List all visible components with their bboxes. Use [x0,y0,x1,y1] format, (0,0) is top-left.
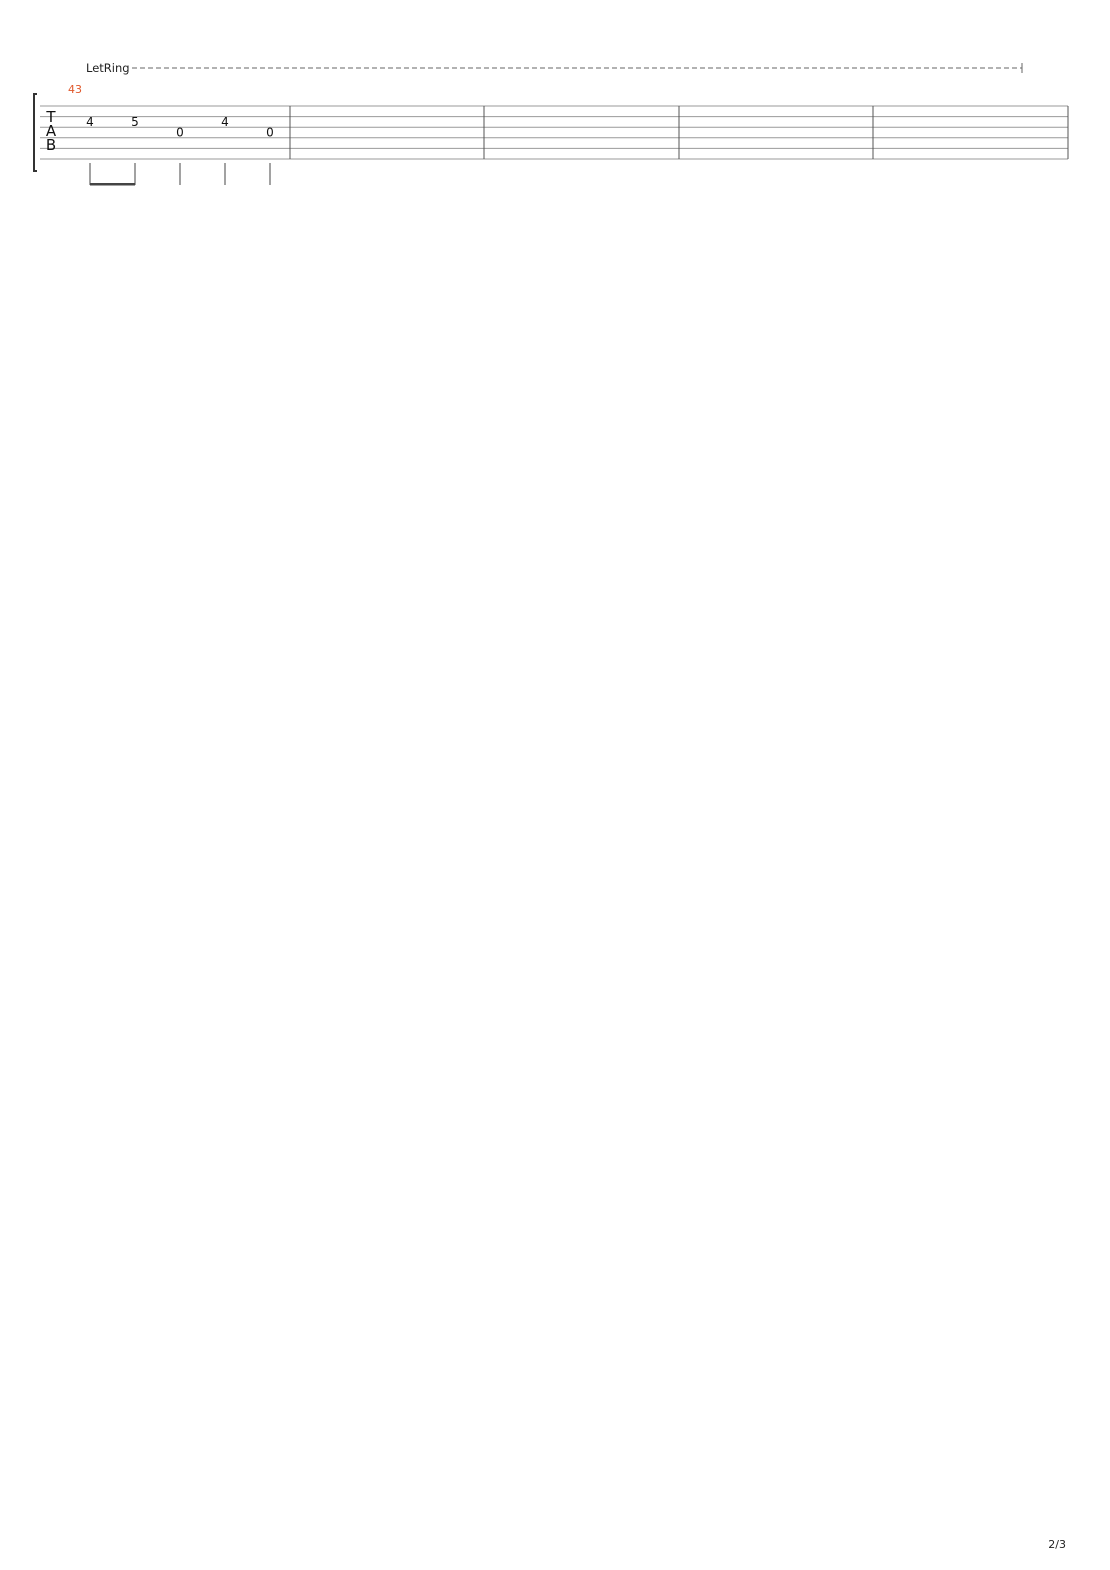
fret-number: 5 [131,114,139,129]
tab-clef-letter: A [45,122,57,140]
note-beam [90,183,135,186]
system-bracket [34,94,37,171]
fret-number: 0 [176,125,184,140]
fret-number: 4 [86,114,94,129]
fret-number: 0 [266,125,274,140]
tab-clef-letter: T [46,108,56,126]
tab-clef-letter: B [45,136,57,154]
let-ring-label: LetRing [86,61,130,75]
page-number: 2/3 [1048,1538,1066,1551]
measure-number: 43 [68,83,82,96]
fret-number: 4 [221,114,229,129]
